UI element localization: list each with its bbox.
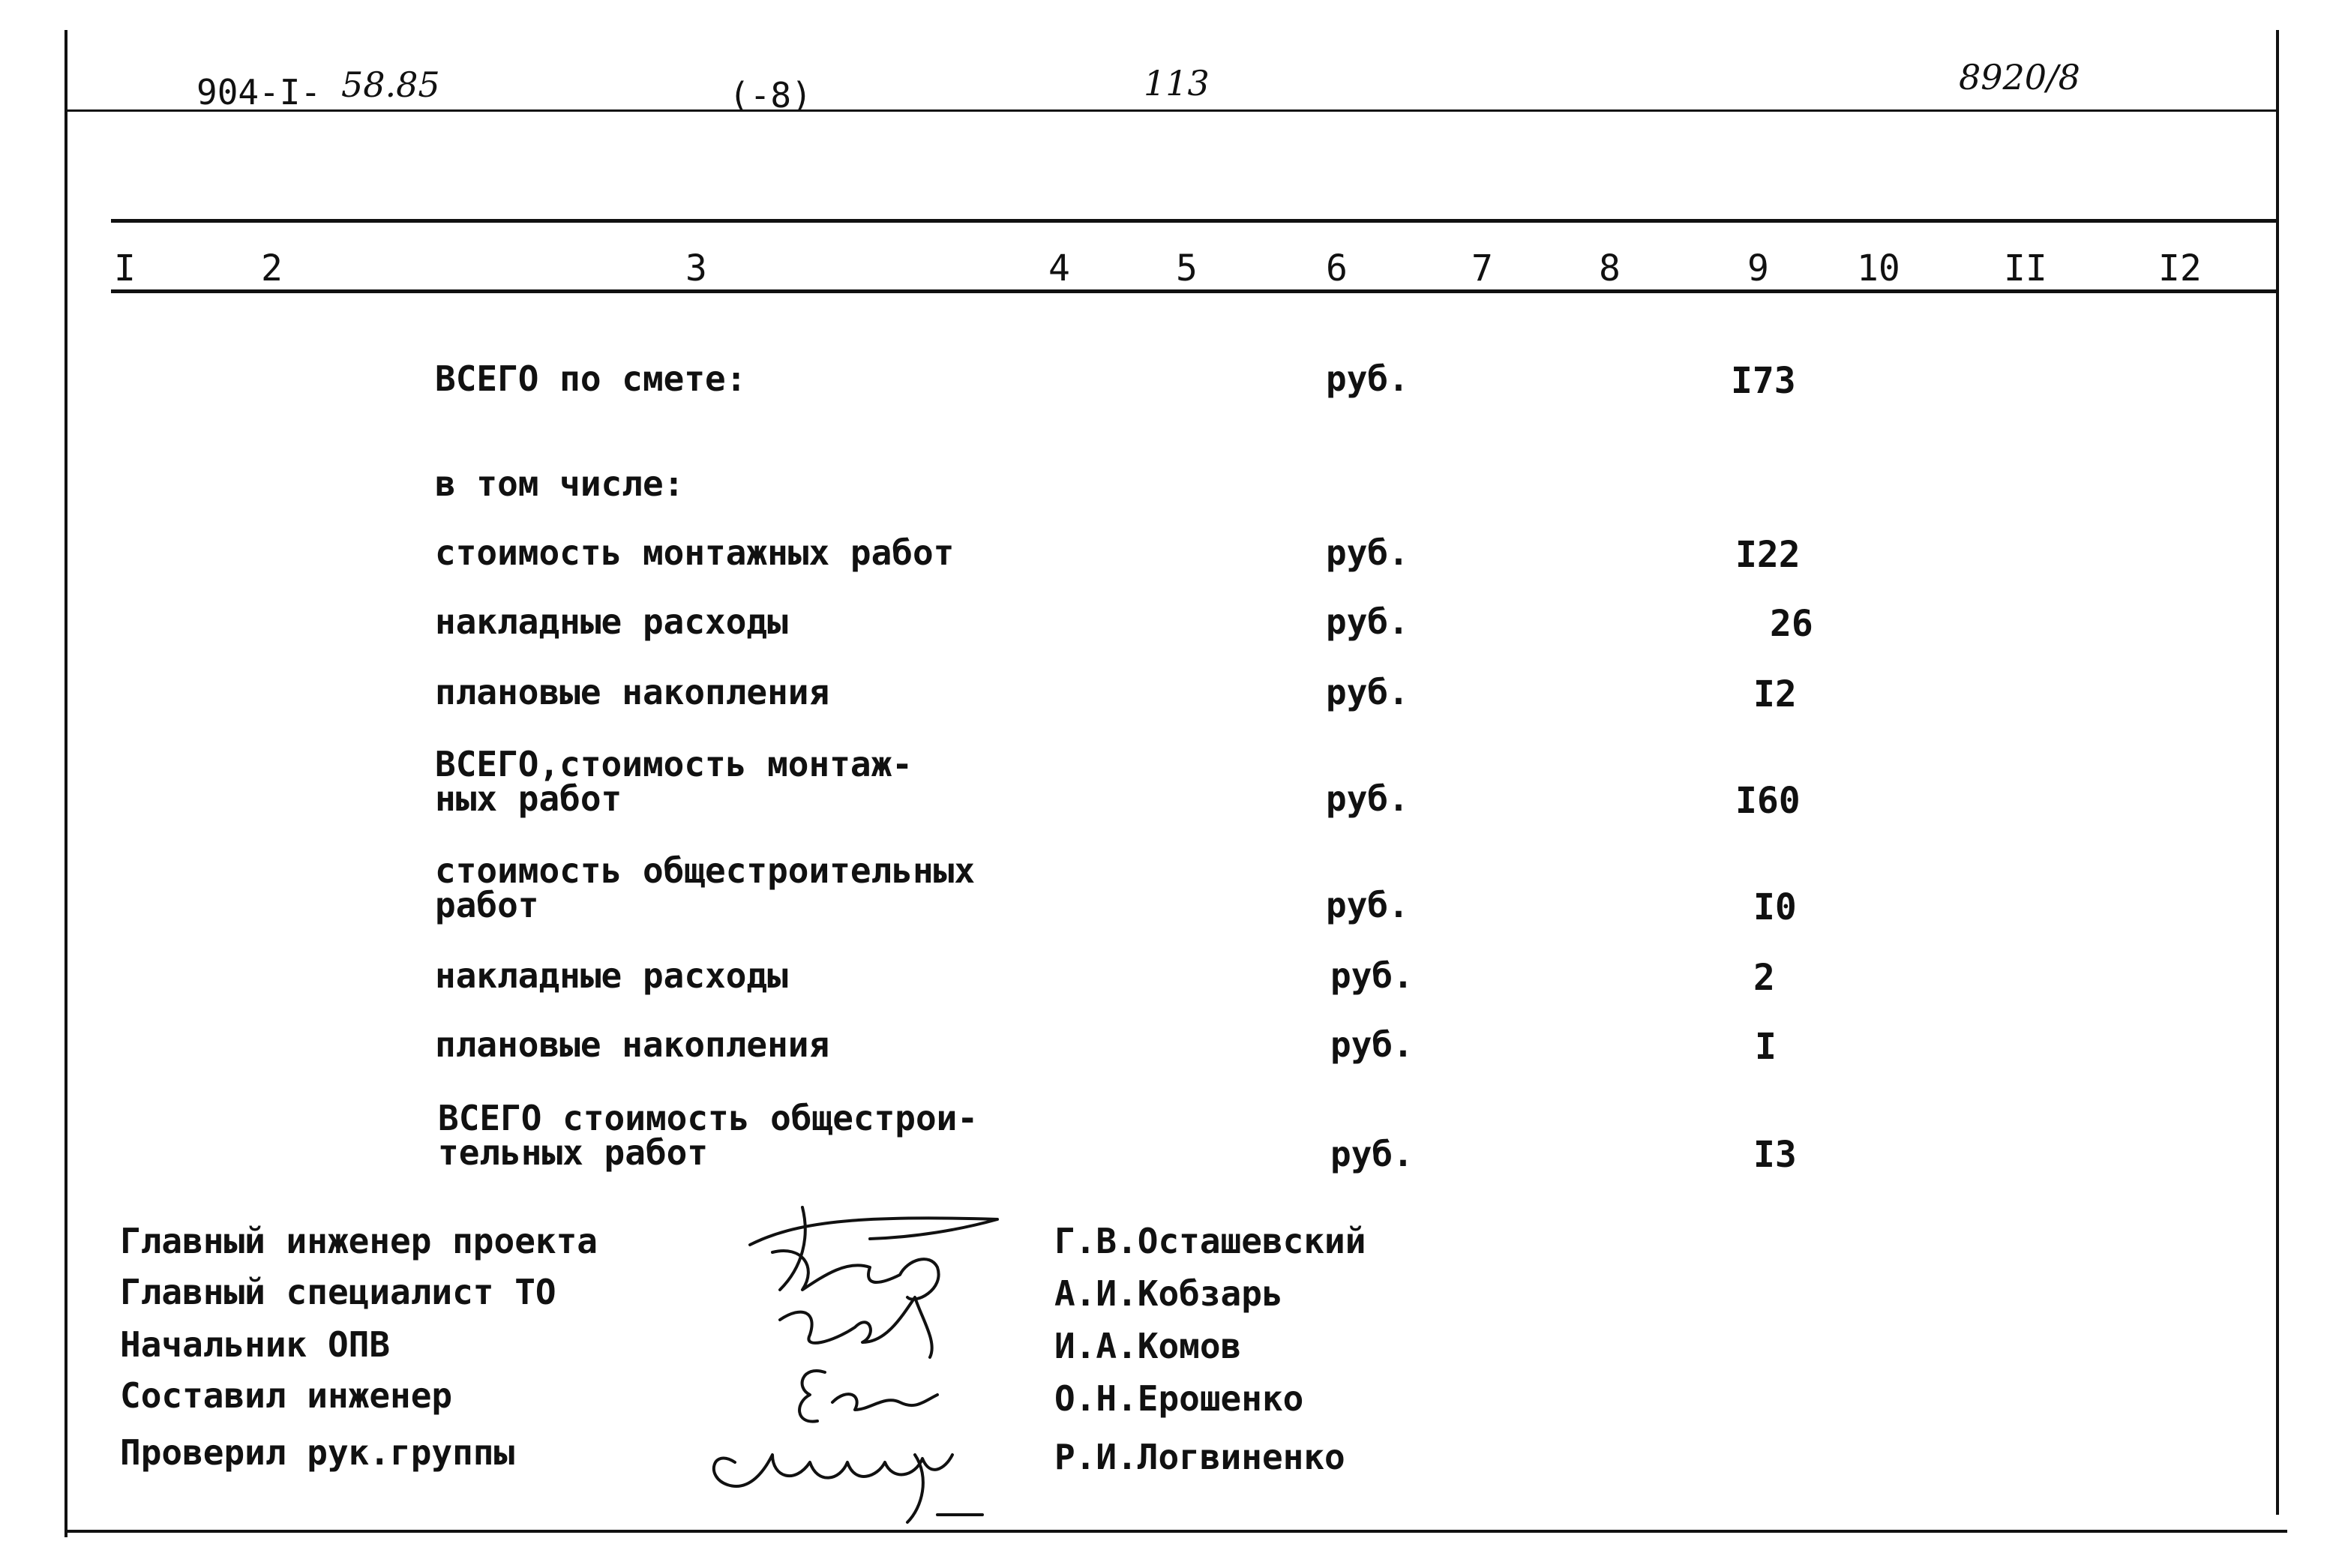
row-description: ВСЕГО по смете: (435, 358, 747, 399)
row-description: накладные расходы (435, 955, 788, 996)
row-unit: руб. (1330, 955, 1414, 996)
inventory-number: 8920/8 (1959, 57, 2080, 97)
row-unit: руб. (1326, 532, 1409, 573)
col-num-3: 3 (685, 247, 707, 289)
signer-name: Р.И.Логвиненко (1054, 1437, 1345, 1477)
signer-name: И.А.Комов (1054, 1326, 1242, 1366)
header-rule (67, 109, 2276, 112)
row-description: плановые накопления (435, 1024, 830, 1065)
row-description: плановые накопления (435, 672, 830, 712)
row-description: ВСЕГО стоимость общестрои- тельных работ (438, 1098, 979, 1173)
handwritten-signatures (690, 1192, 1020, 1530)
row-description: накладные расходы (435, 601, 788, 642)
col-num-6: 6 (1326, 247, 1348, 289)
frame-right (2276, 30, 2279, 1515)
signature-stroke-2 (780, 1297, 932, 1357)
row-value: I (1755, 1026, 1777, 1068)
row-unit: руб. (1330, 1024, 1414, 1065)
row-unit: руб. (1326, 358, 1409, 399)
col-num-5: 5 (1176, 247, 1198, 289)
row-description: стоимость общестроительных работ (435, 850, 976, 925)
frame-bottom (67, 1530, 2287, 1533)
row-value: I0 (1753, 886, 1797, 928)
signer-role: Главный инженер проекта (120, 1221, 598, 1261)
row-value: I60 (1735, 780, 1801, 822)
signer-role: Проверил рук.группы (120, 1432, 515, 1473)
col-num-4: 4 (1048, 247, 1070, 289)
col-num-1: I (114, 247, 136, 289)
col-num-12: I2 (2158, 247, 2202, 289)
signer-name: А.И.Кобзарь (1054, 1273, 1283, 1314)
page-number: 113 (1144, 63, 1210, 103)
row-description: ВСЕГО,стоимость монтаж- ных работ (435, 744, 913, 819)
col-num-11: II (2004, 247, 2047, 289)
row-unit: руб. (1326, 672, 1409, 712)
col-num-10: 10 (1857, 247, 1900, 289)
signer-role: Главный специалист ТО (120, 1272, 556, 1312)
signature-stroke-3 (799, 1371, 937, 1422)
col-num-7: 7 (1471, 247, 1493, 289)
row-value: I73 (1731, 360, 1796, 402)
row-value: I2 (1753, 673, 1797, 715)
signer-name: Г.В.Осташевский (1054, 1221, 1366, 1261)
row-value: 26 (1770, 603, 1813, 645)
row-value: I3 (1753, 1134, 1797, 1176)
row-description: стоимость монтажных работ (435, 532, 955, 573)
row-unit: руб. (1326, 778, 1409, 819)
frame-left (64, 30, 67, 1537)
col-num-9: 9 (1747, 247, 1769, 289)
row-unit: руб. (1326, 601, 1409, 642)
col-num-2: 2 (261, 247, 283, 289)
column-number-rule (111, 289, 2276, 293)
signer-role: Составил инженер (120, 1375, 453, 1416)
row-value: 2 (1753, 957, 1775, 999)
row-unit: руб. (1326, 885, 1409, 925)
row-value: I22 (1735, 534, 1801, 576)
signer-role: Начальник ОПВ (120, 1324, 391, 1365)
row-description: в том числе: (435, 463, 685, 504)
col-num-8: 8 (1599, 247, 1621, 289)
document-part: (-8) (729, 75, 812, 115)
row-unit: руб. (1330, 1134, 1414, 1174)
document-code-prefix: 904-I- (196, 72, 322, 112)
document-code-number: 58.85 (341, 64, 440, 105)
table-top-rule (111, 219, 2276, 223)
signature-stroke-4 (714, 1455, 982, 1522)
signer-name: О.Н.Ерошенко (1054, 1378, 1304, 1419)
signature-stroke-1 (750, 1207, 997, 1300)
